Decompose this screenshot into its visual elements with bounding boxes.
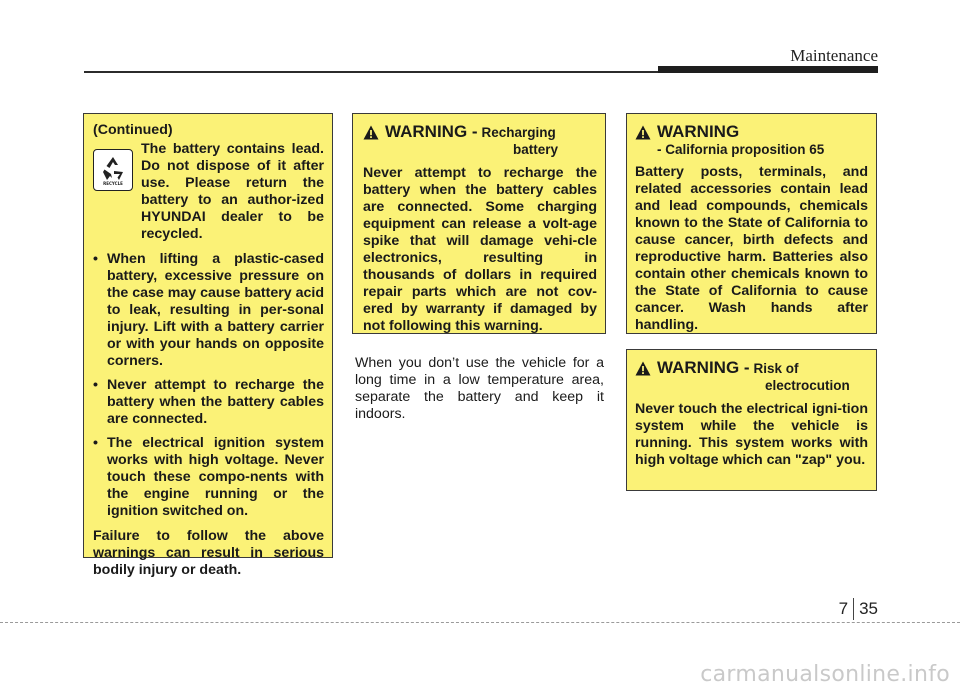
storage-paragraph: When you don’t use the vehicle for a long time in a low temperature area, separate the battery and keep it indoors. [355,355,604,422]
warning-subtitle: - California proposition 65 [657,142,825,157]
header-rule-accent [658,66,878,73]
warning-electrocution-box [626,349,877,491]
warning-subtitle: Risk of [753,361,799,376]
warning-triangle-icon [635,125,651,140]
warning-subtitle-line2: electrocution [765,378,850,393]
warning-header [635,122,868,158]
warning-subtitle-line2: battery [513,142,559,157]
warning-heading: WARNING - [385,122,478,141]
page-number [839,598,878,620]
warning-triangle-icon [635,361,651,376]
chapter-number: 7 [838,599,849,618]
svg-text:RECYCLE: RECYCLE [103,181,123,186]
continued-label: (Continued) [93,122,173,138]
warning-triangle-icon [363,125,379,140]
warning-text: Never attempt to recharge the battery when the battery cables are connected. Some charging equipment can release a volt-age spike that will damage vehi-cle electronics, resulting in thousands of dollars in required repair parts which are not cov-ered by warranty if damaged by not following this warning. [363,165,597,334]
recycle-row [93,141,324,243]
header-rule [84,71,658,73]
warning-california-box [626,113,877,334]
list-item: • The electrical ignition system works with high voltage. Never touch these compo-nents with the engine running or the ignition switched on. [93,435,324,520]
caution-closing: Failure to follow the above warnings can result in serious bodily injury or death. [93,528,324,578]
section-title: Maintenance [790,46,878,65]
warning-header [363,122,597,158]
caution-list [93,251,324,520]
page-number-divider [853,598,854,620]
warning-heading: WARNING - [657,358,750,377]
warning-text: Battery posts, terminals, and related accessories contain lead and lead compounds, chemicals known to the State of California to cause cancer, birth defects and reproductive harm. Batteries also contain other chemicals known to the State of California to cause cancer. Wash hands after handling. [635,164,868,333]
warning-heading: WARNING [657,122,740,141]
watermark: carmanualsonline.info [700,662,950,687]
list-item: • When lifting a plastic-cased battery, excessive pressure on the case may cause battery acid to leak, resulting in per-sonal injury. Lift with a battery carrier or with your hands on opposite corners. [93,251,324,370]
recycle-icon [93,149,133,191]
warning-recharging-box [352,113,606,334]
list-item: • Never attempt to recharge the battery when the battery cables are connected. [93,377,324,428]
footer-rule [0,622,960,623]
warning-header [635,358,868,394]
warning-text: Never touch the electrical igni-tion system while the vehicle is running. This system works with high voltage which can "zap" you. [635,401,868,468]
page-number-value: 35 [859,599,878,618]
battery-caution-box [83,113,333,578]
warning-subtitle: Recharging [481,125,556,140]
recycle-text: The battery contains lead. Do not dispose of it after use. Please return the battery to an author-ized HYUNDAI dealer to be recycled. [141,141,324,242]
